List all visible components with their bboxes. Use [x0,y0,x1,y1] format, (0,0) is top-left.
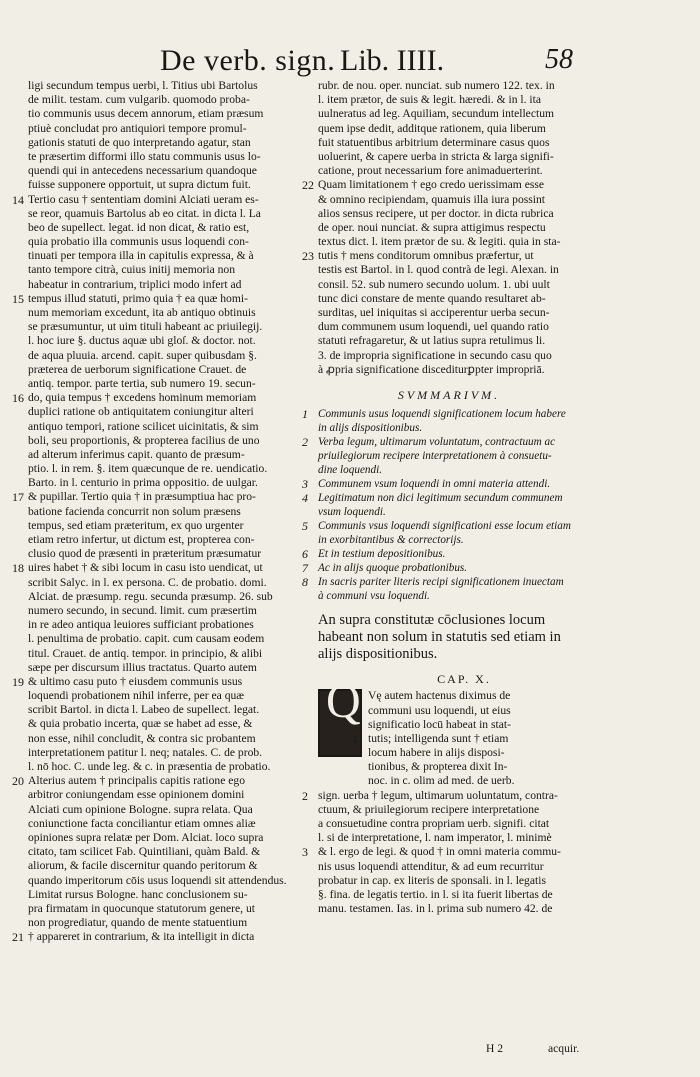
text-line [28,916,304,930]
line-text: in re adeo antiqua leuiores sufficiant probationes [28,618,254,632]
line-text: sæpe per discursum illius tractatus. Quarto autem [28,660,257,674]
line-text: ctuum, & priuilegiorum recipere interpretatione [318,802,540,816]
text-line [318,888,580,902]
line-text: antiq. tempor. parte tertia, sub numero 19. secun- [28,376,256,390]
marginal-number: 1 [352,731,358,746]
text-line [318,136,580,150]
line-text: numero secundo, in secund. limit. cum præsertim [28,603,257,617]
text-line [302,788,580,803]
chapter-opening-lines [352,689,580,788]
text-line [28,178,304,192]
line-text: loquendi probationem nihil inferre, per ea quæ [28,689,245,703]
text-line [28,746,304,760]
line-text: Et in testium depositionibus. [318,548,446,561]
text-line [28,817,304,831]
text-line [28,519,304,533]
line-text: Communem vsum loquendi in omni materia attendi. [318,478,551,491]
text-line [28,604,304,618]
line-text: à communi vsu loquendi. [318,590,430,603]
line-text: tionibus, & propterea dixit In- [368,760,508,774]
text-line [28,888,304,902]
line-text: alios sensus recipere, ut per doctor. in dicta rubrica [318,206,554,220]
text-line [302,249,580,264]
text-line [302,477,580,492]
line-text: Alciat. de præsump. regu. secunda præsump. 26. sub [28,589,273,603]
text-line [28,845,304,859]
text-line [368,718,580,732]
text-line [318,334,580,348]
summary-list [302,407,580,603]
text-line [28,788,304,802]
line-text: l. item prætor, de suis & legit. hæredi. & in l. ita [318,93,542,107]
line-text: se reor, quamuis Bartolus ab eo citat. in dicta l. La [28,206,261,220]
text-line [28,377,304,391]
text-line [352,731,580,746]
text-line [368,689,580,703]
line-text: opiniones supra relatæ per Dom. Alciat. loco supra [28,830,264,844]
folio-number: 58 [545,44,573,75]
line-text: tinuati per tempora illa in capitulis expressa, & à [28,249,254,263]
chapter-text [302,788,580,917]
text-line [28,334,304,348]
text-line [318,207,580,221]
right-column [302,79,580,916]
text-line [302,561,580,576]
line-text: fuisse supponere opportuit, ut supra dictum fuit. [28,178,251,192]
line-text: duplici ratione ob antiquitatem coniungitur alteri [28,405,254,419]
text-line [318,278,580,292]
text-line [318,292,580,306]
text-line [28,902,304,916]
text-line [318,646,580,663]
line-text: textus dict. l. item prætor de su. & legiti. quia in sta- [318,235,561,249]
line-text: Limitat rursus Bologne. hanc conclusionem su- [28,887,248,901]
text-line [318,902,580,916]
line-text: Tertio casu † sententiam domini Alciati ueram es- [28,192,259,206]
line-text: communi usu loquendi, ut eius [368,703,511,717]
text-line [28,732,304,746]
line-text: l. si de interpretatione, l. nam imperator, l. minimè [318,831,552,845]
marginal-number: 1 [302,407,308,422]
marginal-number: 21 [12,930,24,945]
text-line [28,576,304,590]
line-text: & pupillar. Tertio quia † in præsumptiua hac pro- [28,490,256,504]
text-line [28,462,304,476]
line-text: nis usus loquendi attenditur, & ad eum recurritur [318,859,544,873]
text-line [318,150,580,164]
text-line [302,547,580,562]
text-line [12,291,304,306]
line-text: quia probatio illa communis usus loquendi con- [28,235,249,249]
text-line [12,930,304,945]
text-line [28,150,304,164]
text-line [28,533,304,547]
line-text: batione facienda concurrit non solum præsens [28,504,241,518]
marginal-number: 16 [12,391,24,406]
line-text: vsum loquendi. [318,506,386,519]
text-line [28,278,304,292]
line-text: antiquo tempori, ratione scilicet uicinitatis, & sim [28,419,259,433]
text-line [318,505,580,519]
marginal-number: 18 [12,561,24,576]
text-line [318,449,580,463]
text-line [318,831,580,845]
line-text: uulneratus ad leg. Aquiliam, secundum intellectum [318,107,555,121]
line-text: tempus, sed etiam præteritum, ex quo urgenter [28,518,244,532]
line-text: non esse, nihil concludit, & contra sic probantem [28,731,256,745]
line-text: ptio. l. in rem. §. item quæcunque de re. uendicatio. [28,462,268,476]
line-text: Barto. in l. centurio in prima oppositio. de uulgar. [28,476,258,490]
line-text: §. fina. de legatis tertio. in l. si ita fuerit libertas de [318,887,553,901]
text-line [318,320,580,334]
text-line [318,860,580,874]
line-text: statuti refragaretur, & ut latius supra retulimus li. [318,334,546,348]
line-text: catione, prout necessarium fore animaduerterint. [318,164,543,178]
line-text: rubr. de nou. oper. nunciat. sub numero 122. tex. in [318,79,555,92]
initial-letter: Q [326,675,361,729]
marginal-number: 20 [12,774,24,789]
marginal-number: 2 [302,435,308,450]
line-text: a consuetudine contra propriam uerb. signifi. citat [318,817,550,831]
text-line [318,235,580,249]
left-column [12,79,304,945]
text-line [368,760,580,774]
line-text: titul. Crauet. de antiq. tempor. in principio, & alibi [28,646,263,660]
line-text: coniunctione facta conciliantur etiam omnes aliæ [28,816,256,830]
line-text: Legitimatum non dici legitimum secundum communem [318,492,563,505]
line-text: ligi secundum tempus uerbi, l. Titius ubi Bartolus [28,79,258,92]
book-number: Lib. IIII. [340,44,445,77]
line-text: aliorum, & facile discernitur quando peritorum & [28,859,258,873]
text-line [28,703,304,717]
text-line [28,874,304,888]
right-column-text [302,79,580,377]
marginal-number: 15 [12,291,24,306]
line-text: Communis vsus loquendi significationi esse locum etiam [318,520,571,533]
text-line [28,306,304,320]
text-line [28,420,304,434]
line-text: An supra constitutæ cōclusiones locum [318,612,546,629]
line-text: tio communis usus decem annorum, etiam præsum [28,107,264,121]
line-text: arbitror coniungendam esse opinionem domini [28,788,245,802]
text-line [28,689,304,703]
text-line [368,704,580,718]
line-text: l. hoc iure §. ductus aquæ ubi gloſ. & doctor. not. [28,334,256,348]
line-text: tunc dici constare de mente quando resultaret ab- [318,291,546,305]
line-text: interpretationem patitur l. neq; natales. C. de prob. [28,745,263,759]
text-line [318,306,580,320]
text-line [302,407,580,422]
text-line [318,533,580,547]
text-line [318,463,580,477]
line-text: gationis statuti de quo interpretando agatur, stan [28,135,251,149]
text-line [28,249,304,263]
line-text: & quia probatio incerta, quæ se habet ad esse, & [28,717,253,731]
line-text: manu. testamen. Ias. in l. prima sub numero 42. de [318,902,553,916]
text-line [302,575,580,590]
line-text: Verba legum, ultimarum voluntatum, contractuum ac [318,436,556,449]
line-text: do, quia tempus † excedens hominum memoriam [28,391,257,405]
line-text: & l. ergo de legi. & quod † in omni materia commu- [318,845,561,859]
line-text: priuilegiorum recipere interpretationem à consuetu- [318,450,552,463]
line-text: noc. in c. olim ad med. de uerb. [368,774,515,788]
text-line [12,192,304,207]
line-text: tutis; intelligenda sunt † etiam [368,731,509,745]
text-line [302,519,580,534]
text-line [28,831,304,845]
line-text: te præsertim difformi illo statu communis usus lo- [28,149,261,163]
text-line [28,263,304,277]
text-line [28,405,304,419]
line-text: uires habet † & sibi locum in casu isto uendicat, ut [28,561,263,575]
line-text: surditas, uel iniquitas si acciperentur uerba secun- [318,306,550,319]
text-line [302,178,580,193]
line-text: Alciati cum opinione Bologne. supra relata. Qua [28,802,253,816]
line-text: testis est Bartol. in l. quod contrà de legi. Alexan. in [318,263,559,277]
text-line [302,845,580,860]
line-text: boli, seu proportionis, & propterea facilius de uno [28,433,260,447]
marginal-number: 17 [12,490,24,505]
line-text: tanto tempore citrà, cuius initij memoria non [28,263,236,277]
text-line [318,263,580,277]
line-text: alijs dispositionibus. [318,646,438,663]
line-text: habeatur in contrarium, triplici modo infert ad [28,277,242,291]
line-text: Vę autem hactenus diximus de [368,689,511,703]
text-line [302,491,580,506]
summary-heading: SVMMARIVM. [397,387,501,402]
marginal-number: 14 [12,192,24,207]
text-line [318,193,580,207]
line-text: de oper. noui nunciat. & supra attigimus respectu [318,220,546,234]
text-line [28,434,304,448]
line-text: Alterius autem † principalis capitis ratione ego [28,774,245,788]
line-text: & omnino recipiendam, quamuis illa iura possint [318,192,546,206]
line-text: quendi qui in antecedens necessarium quandoque [28,164,257,178]
running-title: De verb. sign. [160,44,336,77]
marginal-number: 3 [302,477,308,492]
line-text: dum communem usum loquendi, uel quando ratio [318,320,549,334]
text-line [318,612,580,629]
text-line [28,320,304,334]
chapter-label: CAP. X. [437,672,491,687]
text-line [28,547,304,561]
line-text: Communis usus loquendi significationem locum habere [318,408,566,421]
line-text: in alijs dispositionibus. [318,422,423,435]
line-text: & ultimo casu puto † eiusdem communis usus [28,674,243,688]
text-line [28,93,304,107]
line-text: num memoriam excedunt, ita ab antiquo obtinuis [28,306,256,319]
line-text: locum habere in alijs disposi- [368,746,505,760]
text-line [28,363,304,377]
marginal-number: 5 [302,519,308,534]
text-line [28,349,304,363]
line-text: de milit. testam. cum vulgarib. quomodo proba- [28,93,250,107]
text-line [28,505,304,519]
text-line [28,803,304,817]
line-text: scribit Bartol. in dicta l. Labeo de supellect. legat. [28,703,260,717]
marginal-number: 3 [302,845,308,860]
line-text: † appareret in contrarium, & ita intelligit in dicta [28,930,255,944]
text-line [28,632,304,646]
line-text: à ꝓpria significatione discediturꝑpter impropriā. [318,362,545,376]
marginal-number: 19 [12,674,24,689]
line-text: l. nō hoc. C. unde leg. & c. in præsentia de probatio. [28,760,271,773]
line-text: sign. uerba † legum, ultimarum uoluntatum, contra- [318,788,558,802]
line-text: clusio quod de præsenti in præteritum præsumatur [28,547,262,561]
text-line [318,817,580,831]
text-line [12,674,304,689]
line-text: in exorbitantibus & correctorijs. [318,534,464,547]
text-line [318,164,580,178]
text-line [318,221,580,235]
text-line [28,122,304,136]
text-line [318,349,580,363]
text-line [28,618,304,632]
text-line [28,760,304,774]
line-text: significatio locū habeat in stat- [368,717,511,731]
text-line [28,717,304,731]
text-line [302,435,580,450]
text-line [12,391,304,406]
signature-mark: H 2 [486,1042,504,1055]
running-head [0,44,700,78]
text-line [28,661,304,675]
marginal-number: 23 [302,249,314,264]
text-line [318,589,580,603]
page-footer [318,1042,580,1056]
line-text: Quam limitationem † ego credo uerissimam esse [318,178,545,192]
text-line [318,122,580,136]
line-text: tutis † mens conditorum omnibus præfertur, ut [318,249,534,263]
line-text: tempus illud statuti, primo quia † ea quæ homi- [28,291,248,305]
marginal-number: 6 [302,547,308,562]
text-line [28,235,304,249]
chapter-question [318,612,580,663]
text-line [28,647,304,661]
line-text: præterea de uerborum significatione Crauet. de [28,362,247,376]
text-line [318,874,580,888]
decorated-initial [318,675,362,757]
text-line [28,476,304,490]
line-text: citato, tam scilicet Fab. Quintiliani, quàm Bald. & [28,845,261,859]
text-line [368,774,580,788]
text-line [28,859,304,873]
catchword: acquir. [548,1042,580,1055]
marginal-number: 2 [302,788,308,803]
text-line [318,421,580,435]
text-line [28,221,304,235]
text-line [368,746,580,760]
text-line [318,79,580,93]
text-line [28,448,304,462]
line-text: l. penultima de probatio. capit. cum causam eodem [28,632,265,646]
line-text: quando imperitorum cōis usus loquendi sit attendendus. [28,873,287,887]
line-text: habeant non solum in statutis sed etiam in [318,629,561,646]
line-text: etiam retro infertur, ut dictum est, propterea con- [28,533,255,546]
line-text: probatur in cap. ex literis de sponsali. in l. legatis [318,873,546,887]
text-line [318,107,580,121]
line-text: 3. de impropria significatione in secundo casu quo [318,348,552,362]
text-line [318,803,580,817]
text-line [12,561,304,576]
text-line [28,107,304,121]
text-line [318,93,580,107]
line-text: scribit Salyc. in l. ex persona. C. de probatio. domi. [28,575,267,589]
line-text: consil. 52. sub numero secundo uolum. 1. ubi uult [318,277,550,291]
line-text: pra firmatam in quocunque statutorum genere, ut [28,901,255,915]
line-text: Ac in alijs quoque probationibus. [318,562,468,575]
text-line [28,79,304,93]
text-line [12,490,304,505]
marginal-number: 22 [302,178,314,193]
line-text: quem ipse dedit, additque rationem, quia liberum [318,121,546,135]
line-text: fuit statuentibus arbitrium determinare casus quos [318,135,550,149]
marginal-number: 4 [302,491,308,506]
text-line [28,164,304,178]
text-line [28,207,304,221]
line-text: de aqua pluuia. arcend. capit. super quibusdam §. [28,348,257,362]
line-text: se præsumuntur, ut uim tituli habeant ac priuilegij. [28,320,263,334]
line-text: non progrediatur, quando de mente statuentium [28,916,248,930]
line-text: dine loquendi. [318,464,383,477]
line-text: uoluerint, & capere uerba in stricta & larga signifi- [318,149,554,163]
marginal-number: 7 [302,561,308,576]
text-line [28,590,304,604]
line-text: ad alterum inferimus capit. quanto de præsum- [28,447,245,461]
text-line [12,774,304,789]
line-text: ptiuè concludat pro antiquiori tempore promul- [28,121,247,135]
line-text: beo de supellect. legat. id non dicat, & ratio est, [28,220,250,234]
text-line [318,629,580,646]
marginal-number: 8 [302,575,308,590]
text-line [28,136,304,150]
text-line [318,363,580,377]
line-text: In sacris pariter literis recipi significationem inuectam [318,576,564,589]
